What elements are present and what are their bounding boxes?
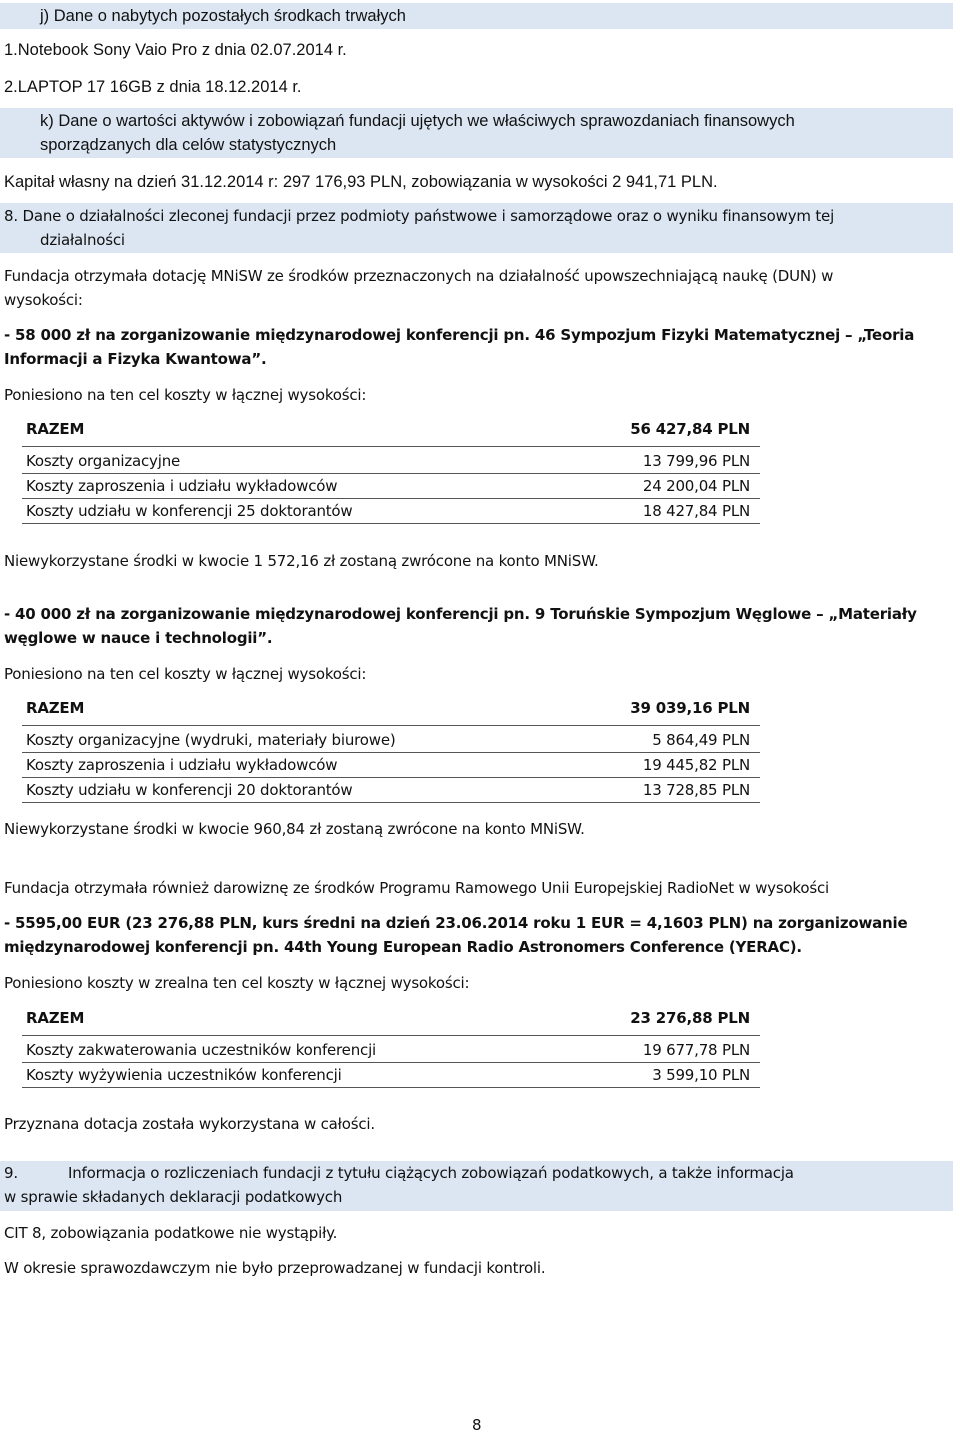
section-9-text2: W okresie sprawozdawczym nie było przeprowadzanej w fundacji kontroli. xyxy=(4,1259,546,1277)
grant1-row-label: Koszty udziału w konferencji 25 doktorantów xyxy=(26,502,353,520)
section-9-heading-line1: Informacja o rozliczeniach fundacji z tytułu ciążących zobowiązań podatkowych, a także informacja xyxy=(68,1164,794,1182)
section-8-intro-line1: Fundacja otrzymała dotację MNiSW ze środków przeznaczonych na działalność upowszechniającą naukę (DUN) w xyxy=(4,267,834,285)
grant3-note: Przyznana dotacja została wykorzystana w całości. xyxy=(4,1115,375,1133)
grant2-row-value: 19 445,82 PLN xyxy=(642,756,750,774)
grant1-title-line1: - 58 000 zł na zorganizowanie międzynarodowej konferencji pn. 46 Sympozjum Fizyki Matematycznej – „Teoria xyxy=(4,326,915,344)
page-number: 8 xyxy=(472,1416,482,1434)
table-divider xyxy=(22,473,760,474)
section-8-heading-line2: działalności xyxy=(40,231,125,249)
section-9-number: 9. xyxy=(4,1164,18,1182)
grant2-title-line1: - 40 000 zł na zorganizowanie międzynarodowej konferencji pn. 9 Toruńskie Sympozjum Węglowe – „Materiały xyxy=(4,605,917,623)
table-divider xyxy=(22,1087,760,1088)
section-9-heading-line2: w sprawie składanych deklaracji podatkowych xyxy=(4,1188,343,1206)
donation-intro: Fundacja otrzymała również darowiznę ze środków Programu Ramowego Unii Europejskiej RadioNet w wysokości xyxy=(4,879,829,897)
grant3-row-value: 3 599,10 PLN xyxy=(652,1066,750,1084)
grant2-costs-label: Poniesiono na ten cel koszty w łącznej wysokości: xyxy=(4,665,367,683)
grant3-row-label: Koszty zakwaterowania uczestników konferencji xyxy=(26,1041,377,1059)
grant2-row-value: 5 864,49 PLN xyxy=(652,731,750,749)
table-divider xyxy=(22,523,760,524)
grant1-costs-label: Poniesiono na ten cel koszty w łącznej wysokości: xyxy=(4,386,367,404)
table-divider xyxy=(22,1035,760,1036)
table-divider xyxy=(22,802,760,803)
table-divider xyxy=(22,1062,760,1063)
section-k-heading-line1: k) Dane o wartości aktywów i zobowiązań fundacji ujętych we właściwych sprawozdaniach finansowych xyxy=(40,112,795,130)
grant1-row-label: Koszty organizacyjne xyxy=(26,452,181,470)
table-divider xyxy=(22,777,760,778)
grant1-total-label: RAZEM xyxy=(26,420,85,438)
grant2-row-label: Koszty zaproszenia i udziału wykładowców xyxy=(26,756,338,774)
grant1-note: Niewykorzystane środki w kwocie 1 572,16 zł zostaną zwrócone na konto MNiSW. xyxy=(4,552,599,570)
section-8-heading-line1: 8. Dane o działalności zleconej fundacji przez podmioty państwowe i samorządowe oraz o wyniku finansowym tej xyxy=(4,207,835,225)
grant1-row-value: 24 200,04 PLN xyxy=(642,477,750,495)
grant2-title-line2: węglowe w nauce i technologii”. xyxy=(4,629,273,647)
grant3-total-value: 23 276,88 PLN xyxy=(630,1009,750,1027)
table-divider xyxy=(22,446,760,447)
grant1-title-line2: Informacji a Fizyka Kwantowa”. xyxy=(4,350,267,368)
grant3-title-line2: międzynarodowej konferencji pn. 44th Young European Radio Astronomers Conference (YERAC). xyxy=(4,938,802,956)
grant2-row-label: Koszty udziału w konferencji 20 doktorantów xyxy=(26,781,353,799)
grant1-row-value: 13 799,96 PLN xyxy=(642,452,750,470)
grant3-row-label: Koszty wyżywienia uczestników konferencji xyxy=(26,1066,342,1084)
section-k-heading-line2: sporządzanych dla celów statystycznych xyxy=(40,136,337,154)
section-j-heading: j) Dane o nabytych pozostałych środkach trwałych xyxy=(40,7,406,25)
asset-item-2: 2.LAPTOP 17 16GB z dnia 18.12.2014 r. xyxy=(4,78,302,96)
grant2-total-value: 39 039,16 PLN xyxy=(630,699,750,717)
grant2-note: Niewykorzystane środki w kwocie 960,84 zł zostaną zwrócone na konto MNiSW. xyxy=(4,820,585,838)
grant3-total-label: RAZEM xyxy=(26,1009,85,1027)
grant3-row-value: 19 677,78 PLN xyxy=(642,1041,750,1059)
table-divider xyxy=(22,498,760,499)
grant1-row-value: 18 427,84 PLN xyxy=(642,502,750,520)
grant3-costs-label: Poniesiono koszty w zrealna ten cel koszty w łącznej wysokości: xyxy=(4,974,470,992)
table-divider xyxy=(22,725,760,726)
grant3-title-line1: - 5595,00 EUR (23 276,88 PLN, kurs średni na dzień 23.06.2014 roku 1 EUR = 4,1603 PLN) na zorganizowanie xyxy=(4,914,908,932)
section-k-text: Kapitał własny na dzień 31.12.2014 r: 297 176,93 PLN, zobowiązania w wysokości 2 941,71 PLN. xyxy=(4,173,718,191)
table-divider xyxy=(22,752,760,753)
grant1-total-value: 56 427,84 PLN xyxy=(630,420,750,438)
asset-item-1: 1.Notebook Sony Vaio Pro z dnia 02.07.2014 r. xyxy=(4,41,347,59)
grant2-total-label: RAZEM xyxy=(26,699,85,717)
grant2-row-label: Koszty organizacyjne (wydruki, materiały biurowe) xyxy=(26,731,396,749)
section-9-text1: CIT 8, zobowiązania podatkowe nie wystąpiły. xyxy=(4,1224,338,1242)
grant2-row-value: 13 728,85 PLN xyxy=(642,781,750,799)
section-8-intro-line2: wysokości: xyxy=(4,291,83,309)
grant1-row-label: Koszty zaproszenia i udziału wykładowców xyxy=(26,477,338,495)
